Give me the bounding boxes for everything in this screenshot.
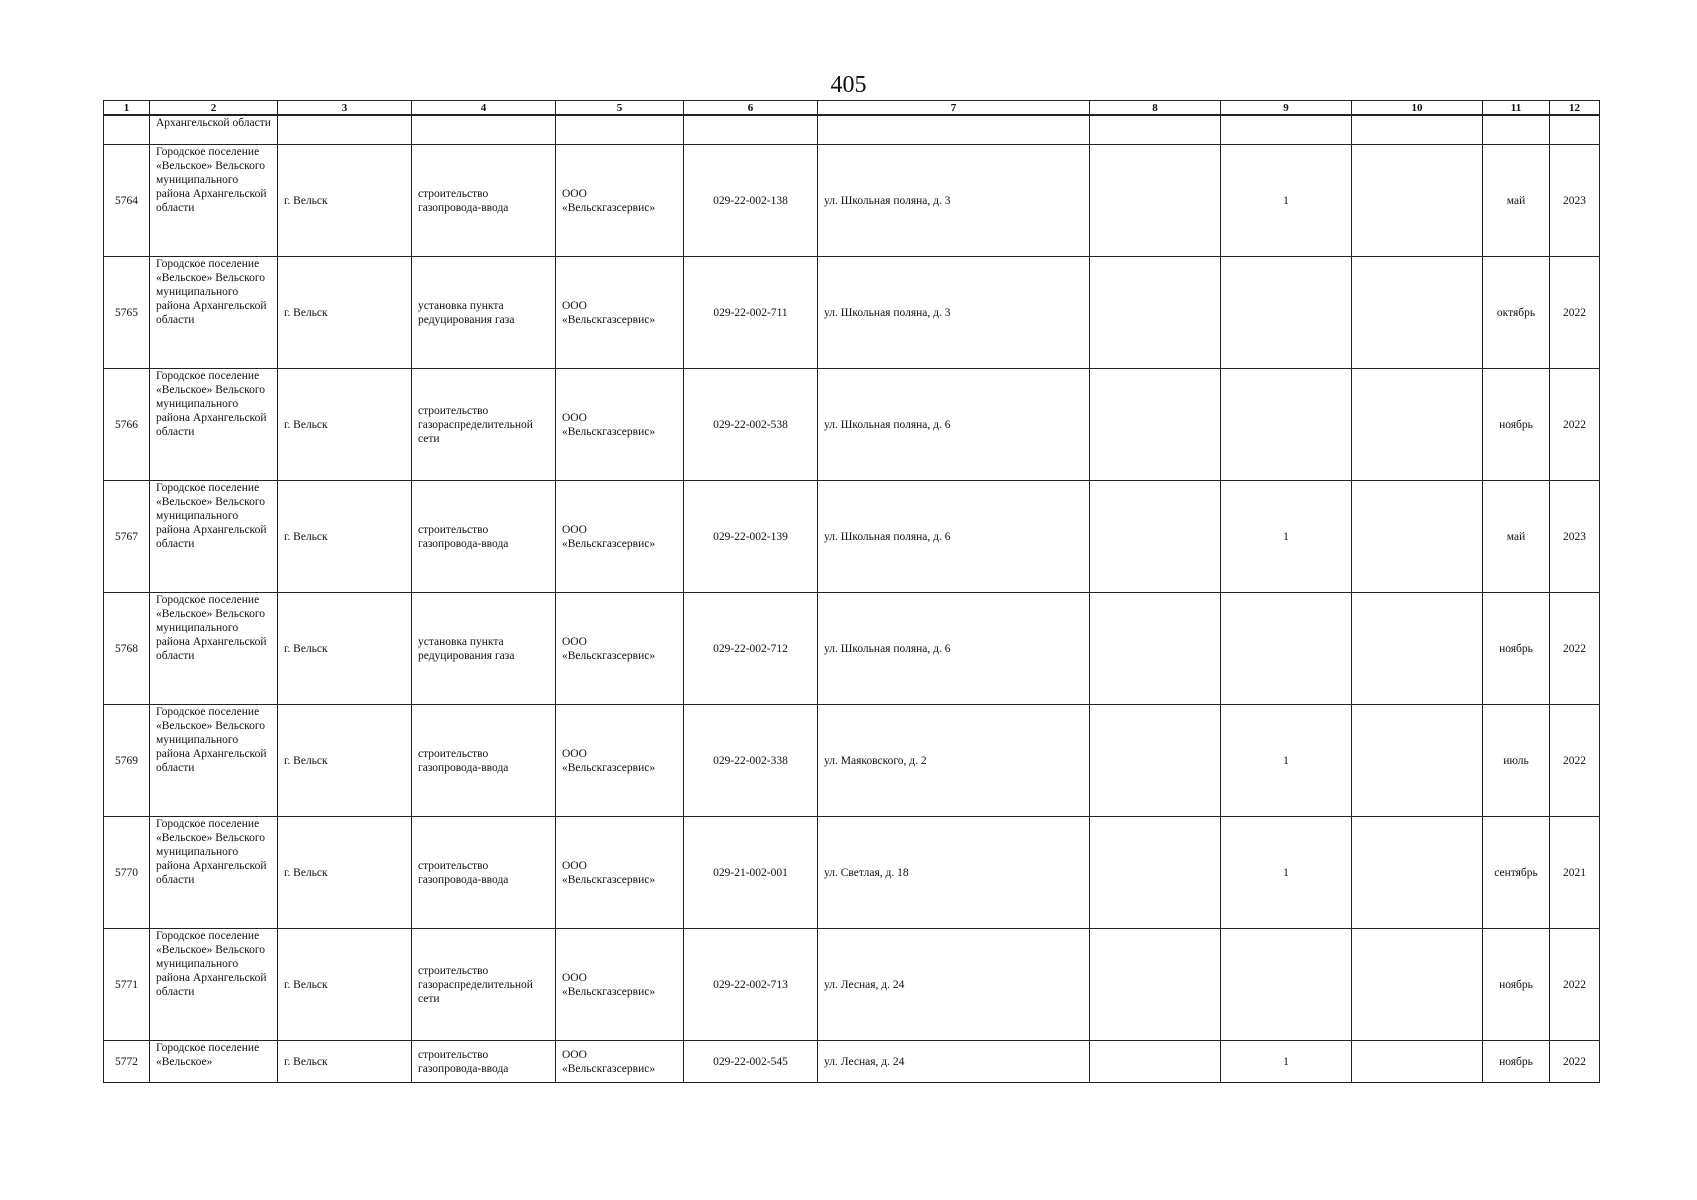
- municipality-cell: Городское поселение «Вельское»: [150, 1041, 278, 1083]
- address-cell: ул. Лесная, д. 24: [818, 929, 1090, 1041]
- column-9-cell: 1: [1221, 145, 1352, 257]
- year-cell: 2023: [1550, 481, 1600, 593]
- municipality-cell: Городское поселение «Вельское» Вельского муниципального района Архангельской области: [150, 145, 278, 257]
- month-cell: ноябрь: [1483, 593, 1550, 705]
- column-9-cell: 1: [1221, 817, 1352, 929]
- column-header: 1: [104, 101, 150, 116]
- work-type-cell: строительство газопровода-ввода: [412, 481, 556, 593]
- column-8-cell: [1090, 257, 1221, 369]
- row-number-cell: 5770: [104, 817, 150, 929]
- column-8-cell: [1090, 481, 1221, 593]
- table-row: [104, 817, 1600, 929]
- table-row: [104, 593, 1600, 705]
- work-type-cell: строительство газораспределительной сети: [412, 929, 556, 1041]
- work-type-cell: строительство газораспределительной сети: [412, 369, 556, 481]
- month-cell: май: [1483, 145, 1550, 257]
- column-9-cell: [1221, 369, 1352, 481]
- month-cell: июль: [1483, 705, 1550, 817]
- settlement-cell: г. Вельск: [278, 481, 412, 593]
- column-10-cell: [1352, 705, 1483, 817]
- row-number-cell: 5766: [104, 369, 150, 481]
- municipality-cell: Городское поселение «Вельское» Вельского муниципального района Архангельской области: [150, 257, 278, 369]
- column-9-cell: [1221, 257, 1352, 369]
- column-9-cell: 1: [1221, 481, 1352, 593]
- column-8-cell: [1090, 929, 1221, 1041]
- column-8-cell: [1090, 369, 1221, 481]
- settlement-cell: г. Вельск: [278, 705, 412, 817]
- municipality-cell: Городское поселение «Вельское» Вельского муниципального района Архангельской области: [150, 369, 278, 481]
- year-cell: 2022: [1550, 369, 1600, 481]
- column-10-cell: [1352, 929, 1483, 1041]
- page-number: 405: [830, 72, 867, 98]
- column-header: 2: [150, 101, 278, 116]
- address-cell: ул. Лесная, д. 24: [818, 1041, 1090, 1083]
- column-header: 4: [412, 101, 556, 116]
- row-number-cell: 5772: [104, 1041, 150, 1083]
- row-number-cell: 5765: [104, 257, 150, 369]
- address-cell: ул. Школьная поляна, д. 6: [818, 481, 1090, 593]
- year-cell: 2022: [1550, 257, 1600, 369]
- column-8-cell: [1090, 817, 1221, 929]
- organization-cell: ООО «Вельскгазсервис»: [556, 593, 684, 705]
- column-header: 9: [1221, 101, 1352, 116]
- organization-cell: ООО «Вельскгазсервис»: [556, 481, 684, 593]
- organization-cell: ООО «Вельскгазсервис»: [556, 257, 684, 369]
- address-cell: ул. Маяковского, д. 2: [818, 705, 1090, 817]
- year-cell: 2022: [1550, 705, 1600, 817]
- organization-cell: ООО «Вельскгазсервис»: [556, 369, 684, 481]
- year-cell: 2021: [1550, 817, 1600, 929]
- code-cell: 029-21-002-001: [684, 817, 818, 929]
- code-cell: 029-22-002-138: [684, 145, 818, 257]
- row-number-cell: 5769: [104, 705, 150, 817]
- work-type-cell: строительство газопровода-ввода: [412, 1041, 556, 1083]
- organization-cell: ООО «Вельскгазсервис»: [556, 929, 684, 1041]
- table-row: [104, 257, 1600, 369]
- code-cell: 029-22-002-338: [684, 705, 818, 817]
- year-cell: 2022: [1550, 1041, 1600, 1083]
- table-row: [104, 369, 1600, 481]
- column-9-cell: 1: [1221, 1041, 1352, 1083]
- column-header: 6: [684, 101, 818, 116]
- month-cell: сентябрь: [1483, 817, 1550, 929]
- work-type-cell: установка пункта редуцирования газа: [412, 593, 556, 705]
- settlement-cell: г. Вельск: [278, 929, 412, 1041]
- column-header: 12: [1550, 101, 1600, 116]
- municipality-cell: Городское поселение «Вельское» Вельского муниципального района Архангельской области: [150, 593, 278, 705]
- settlement-cell: г. Вельск: [278, 145, 412, 257]
- column-header: 5: [556, 101, 684, 116]
- column-number-row: [104, 101, 1600, 116]
- table-row: [104, 705, 1600, 817]
- month-cell: май: [1483, 481, 1550, 593]
- month-cell: октябрь: [1483, 257, 1550, 369]
- column-10-cell: [1352, 145, 1483, 257]
- address-cell: ул. Школьная поляна, д. 3: [818, 145, 1090, 257]
- column-header: 3: [278, 101, 412, 116]
- row-number-cell: 5764: [104, 145, 150, 257]
- work-type-cell: строительство газопровода-ввода: [412, 817, 556, 929]
- municipality-cell: Городское поселение «Вельское» Вельского муниципального района Архангельской области: [150, 705, 278, 817]
- code-cell: 029-22-002-712: [684, 593, 818, 705]
- column-header: 11: [1483, 101, 1550, 116]
- code-cell: 029-22-002-545: [684, 1041, 818, 1083]
- column-header: 7: [818, 101, 1090, 116]
- address-cell: ул. Школьная поляна, д. 6: [818, 369, 1090, 481]
- address-cell: ул. Школьная поляна, д. 6: [818, 593, 1090, 705]
- code-cell: 029-22-002-713: [684, 929, 818, 1041]
- code-cell: 029-22-002-538: [684, 369, 818, 481]
- continuation-row: [104, 115, 1600, 145]
- settlement-cell: г. Вельск: [278, 369, 412, 481]
- column-9-cell: [1221, 593, 1352, 705]
- row-number-cell: 5771: [104, 929, 150, 1041]
- settlement-cell: г. Вельск: [278, 817, 412, 929]
- organization-cell: ООО «Вельскгазсервис»: [556, 145, 684, 257]
- work-type-cell: установка пункта редуцирования газа: [412, 257, 556, 369]
- row-number-cell: 5767: [104, 481, 150, 593]
- row-number-cell: 5768: [104, 593, 150, 705]
- municipality-cell: Городское поселение «Вельское» Вельского муниципального района Архангельской области: [150, 817, 278, 929]
- municipality-cell: Городское поселение «Вельское» Вельского муниципального района Архангельской области: [150, 929, 278, 1041]
- code-cell: 029-22-002-139: [684, 481, 818, 593]
- month-cell: ноябрь: [1483, 929, 1550, 1041]
- address-cell: ул. Светлая, д. 18: [818, 817, 1090, 929]
- column-10-cell: [1352, 593, 1483, 705]
- column-10-cell: [1352, 1041, 1483, 1083]
- year-cell: 2022: [1550, 593, 1600, 705]
- column-8-cell: [1090, 1041, 1221, 1083]
- month-cell: ноябрь: [1483, 369, 1550, 481]
- register-table: [103, 100, 1600, 1083]
- work-type-cell: строительство газопровода-ввода: [412, 705, 556, 817]
- column-10-cell: [1352, 481, 1483, 593]
- column-10-cell: [1352, 257, 1483, 369]
- column-9-cell: [1221, 929, 1352, 1041]
- settlement-cell: г. Вельск: [278, 257, 412, 369]
- month-cell: ноябрь: [1483, 1041, 1550, 1083]
- settlement-cell: г. Вельск: [278, 593, 412, 705]
- column-8-cell: [1090, 705, 1221, 817]
- table-row: [104, 929, 1600, 1041]
- column-8-cell: [1090, 593, 1221, 705]
- settlement-cell: г. Вельск: [278, 1041, 412, 1083]
- column-10-cell: [1352, 369, 1483, 481]
- work-type-cell: строительство газопровода-ввода: [412, 145, 556, 257]
- column-header: 10: [1352, 101, 1483, 116]
- table-row: [104, 1041, 1600, 1083]
- organization-cell: ООО «Вельскгазсервис»: [556, 817, 684, 929]
- table-row: [104, 145, 1600, 257]
- table-row: [104, 481, 1600, 593]
- column-header: 8: [1090, 101, 1221, 116]
- organization-cell: ООО «Вельскгазсервис»: [556, 705, 684, 817]
- organization-cell: ООО «Вельскгазсервис»: [556, 1041, 684, 1083]
- column-9-cell: 1: [1221, 705, 1352, 817]
- code-cell: 029-22-002-711: [684, 257, 818, 369]
- year-cell: 2022: [1550, 929, 1600, 1041]
- municipality-cell: Архангельской области: [150, 115, 278, 145]
- year-cell: 2023: [1550, 145, 1600, 257]
- column-8-cell: [1090, 145, 1221, 257]
- address-cell: ул. Школьная поляна, д. 3: [818, 257, 1090, 369]
- column-10-cell: [1352, 817, 1483, 929]
- municipality-cell: Городское поселение «Вельское» Вельского муниципального района Архангельской области: [150, 481, 278, 593]
